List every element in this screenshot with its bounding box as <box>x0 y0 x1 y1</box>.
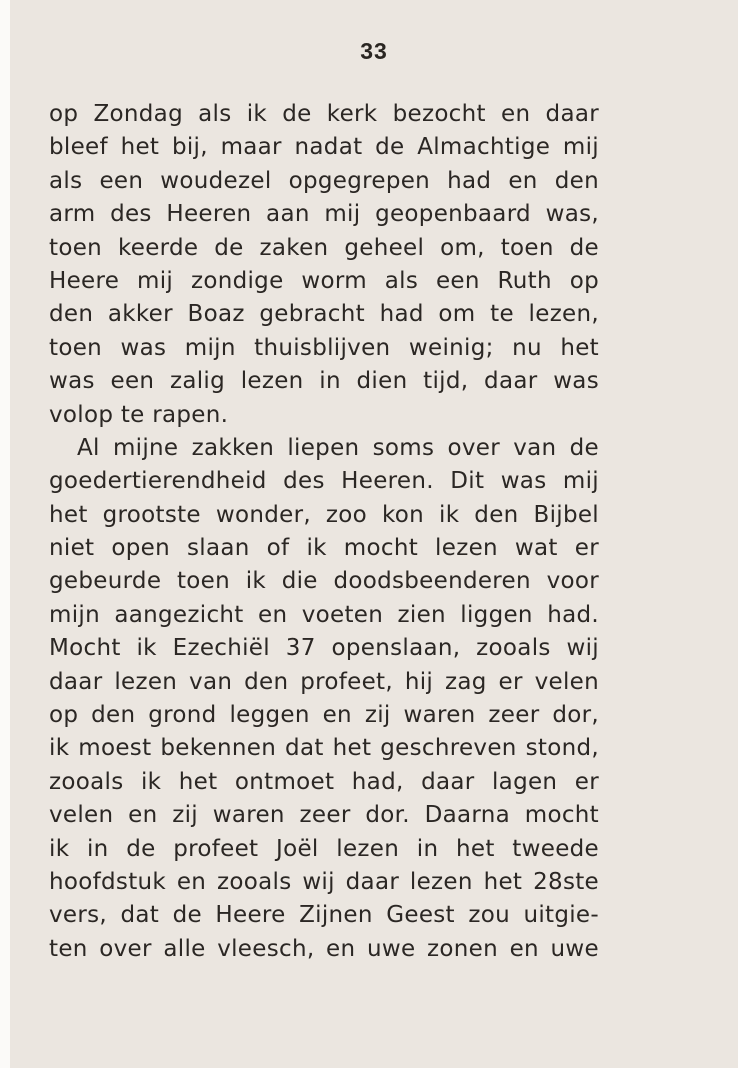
text-line: het grootste wonder, zoo kon ik den Bijbel <box>49 501 599 528</box>
text-line: Mocht ik Ezechiël 37 openslaan, zooals wij <box>49 635 599 662</box>
text-line: ten over alle vleesch, en uwe zonen en uwe <box>49 935 599 962</box>
paragraph-end-line: volop te rapen. <box>49 401 229 428</box>
text-line: op den grond leggen en zij waren zeer dor, <box>49 702 599 729</box>
page-number: 33 <box>360 38 388 64</box>
text-line: op Zondag als ik de kerk bezocht en daar <box>49 101 599 127</box>
text-line: mijn aangezicht en voeten zien liggen had. <box>49 601 599 628</box>
text-line: toen keerde de zaken geheel om, toen de <box>49 234 599 261</box>
text-line: was een zalig lezen in dien tijd, daar was <box>49 368 599 395</box>
text-line: velen en zij waren zeer dor. Daarna mocht <box>49 802 599 829</box>
text-line: Heere mij zondige worm als een Ruth op <box>49 267 599 294</box>
text-line: arm des Heeren aan mij geopenbaard was, <box>49 201 599 228</box>
text-line: bleef het bij, maar nadat de Almachtige mij <box>49 134 599 161</box>
text-line: ik moest bekennen dat het geschreven stond, <box>49 735 599 762</box>
text-line: gebeurde toen ik die doodsbeenderen voor <box>49 568 599 595</box>
text-line: toen was mijn thuisblijven weinig; nu het <box>49 334 599 361</box>
paragraph-start-line: Al mijne zakken liepen soms over van de <box>77 434 599 461</box>
body-text <box>49 98 599 966</box>
text-line: ik in de profeet Joël lezen in het tweede <box>49 835 599 862</box>
text-line: niet open slaan of ik mocht lezen wat er <box>49 535 599 562</box>
text-line: goedertierendheid des Heeren. Dit was mij <box>49 468 599 495</box>
text-line: als een woudezel opgegrepen had en den <box>49 167 599 194</box>
text-line: den akker Boaz gebracht had om te lezen, <box>49 301 599 328</box>
text-line: hoofdstuk en zooals wij daar lezen het 28ste <box>49 868 599 895</box>
text-line: vers, dat de Heere Zijnen Geest zou uitgie- <box>49 902 599 929</box>
text-line: zooals ik het ontmoet had, daar lagen er <box>49 768 599 795</box>
text-line: daar lezen van den profeet, hij zag er velen <box>49 668 599 695</box>
